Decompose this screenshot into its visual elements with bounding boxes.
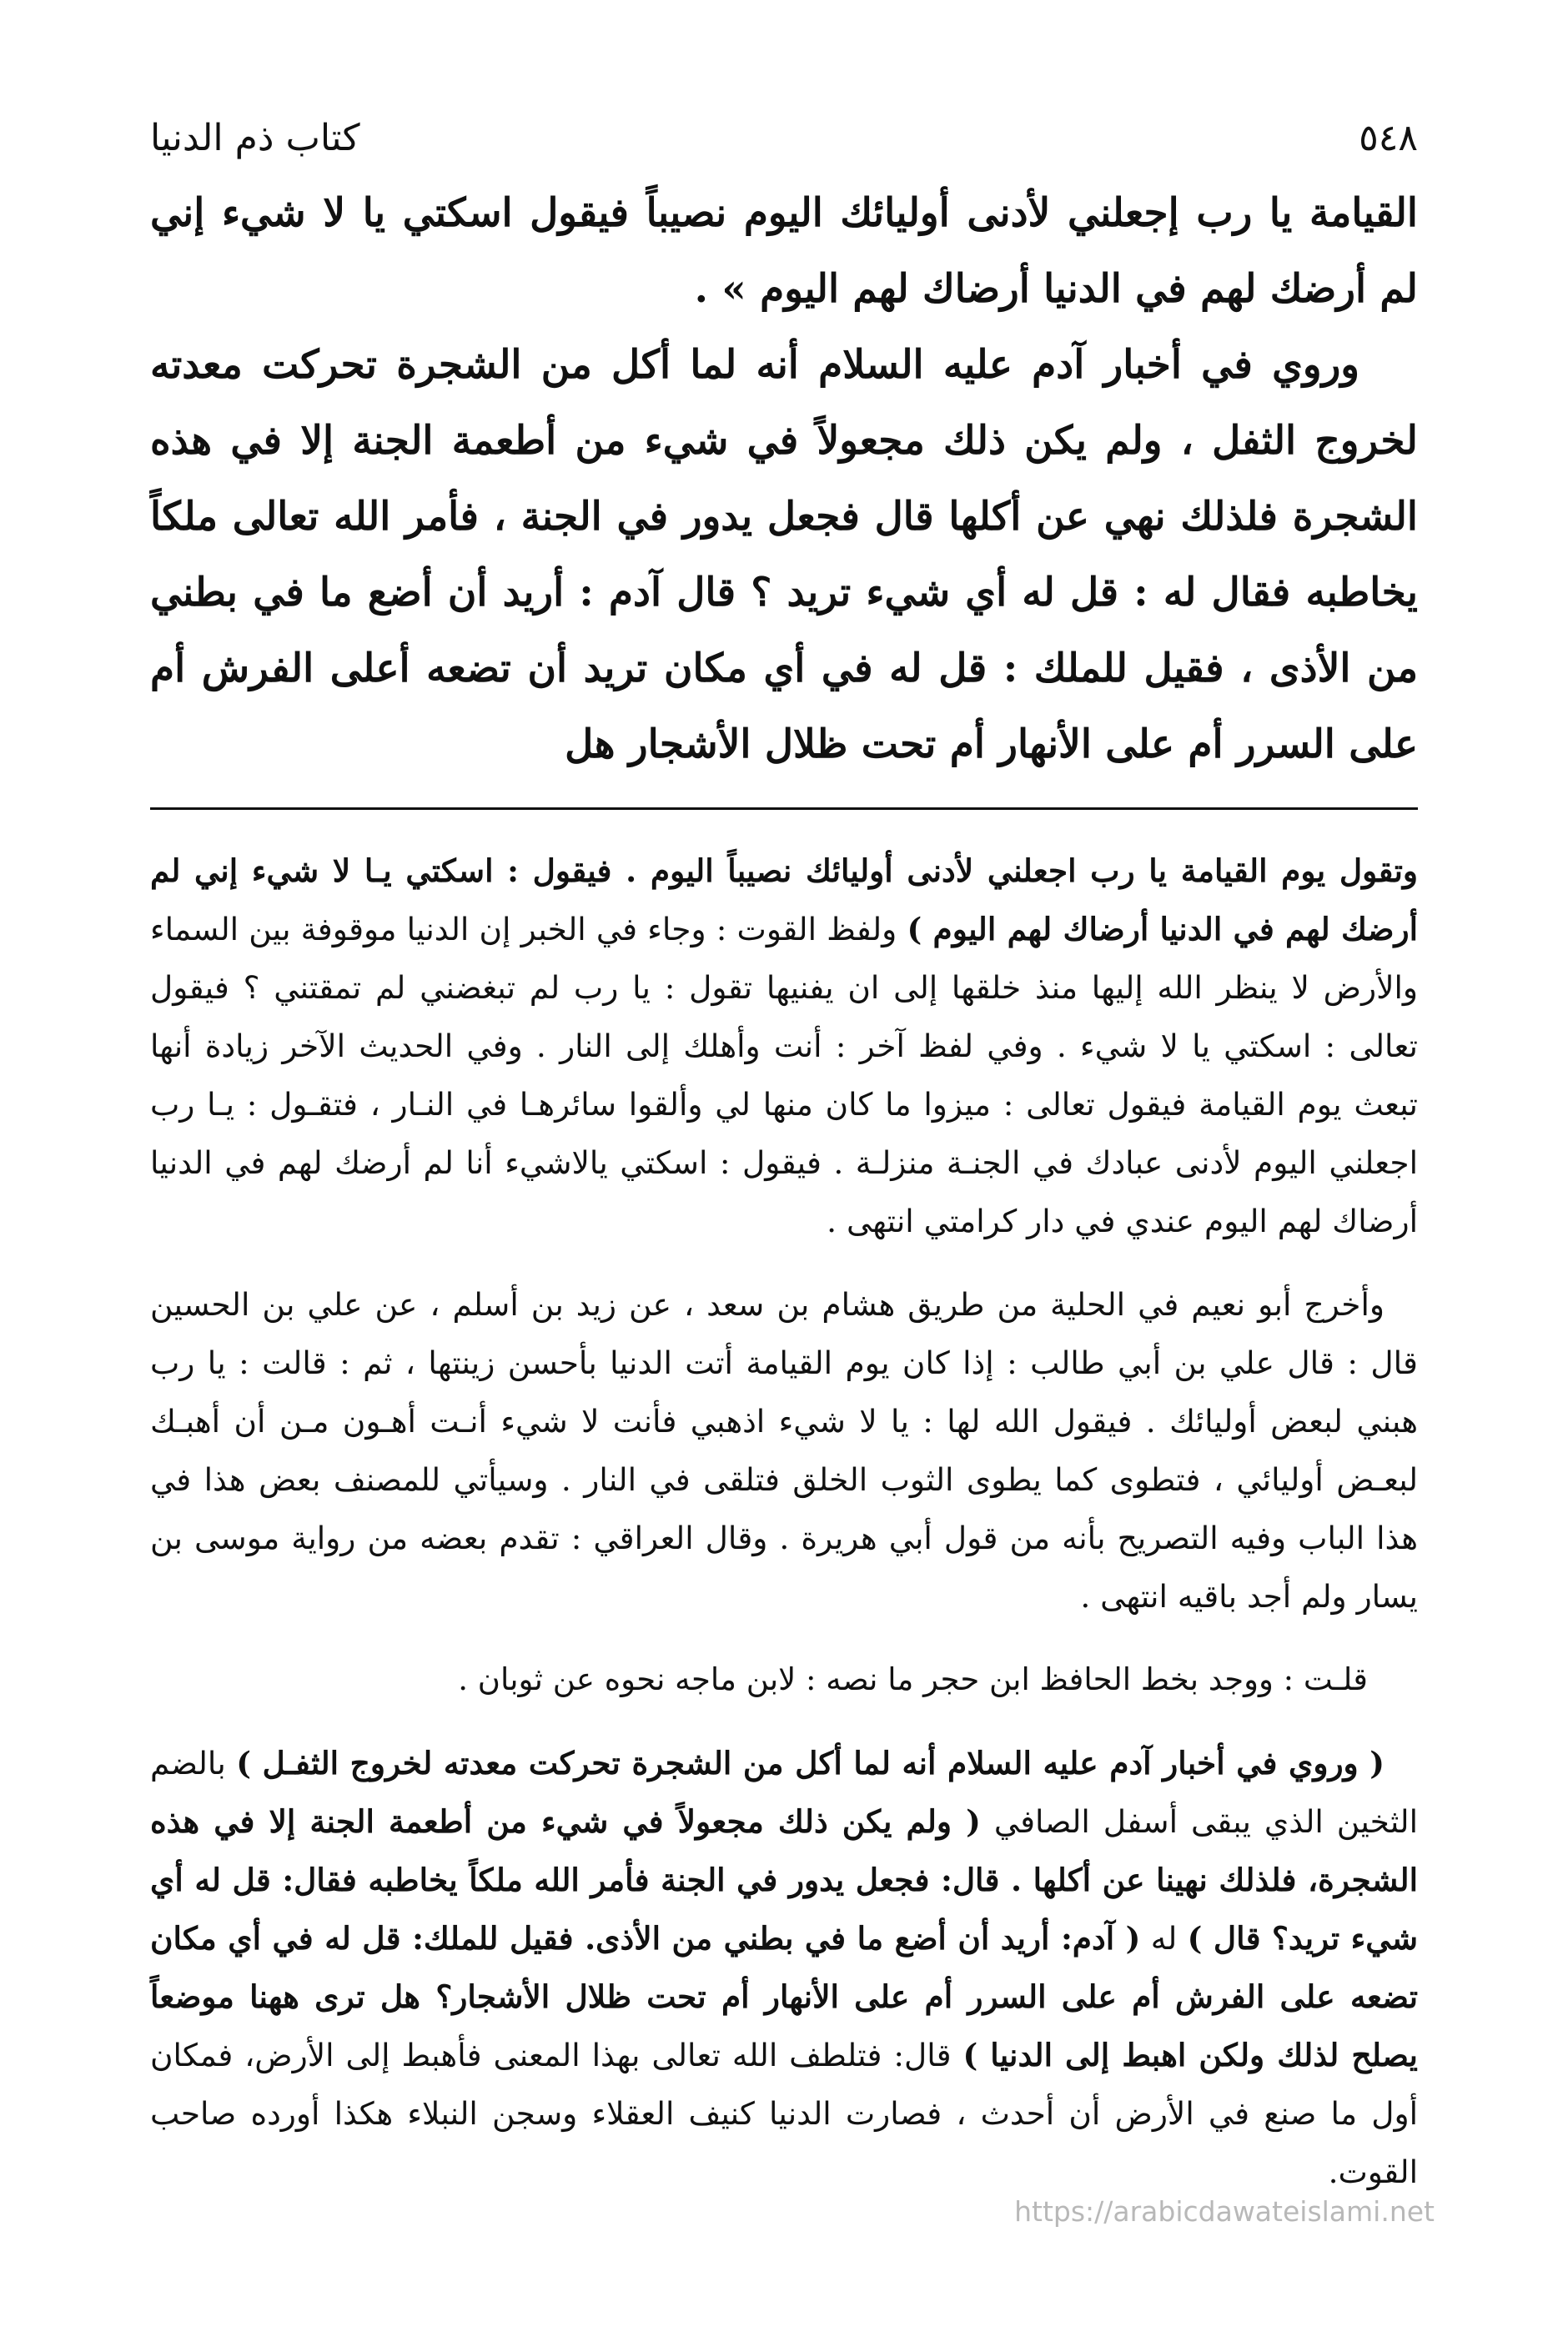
commentary-paragraph <box>150 1734 1418 2201</box>
quoted-text: وتقول يوم القيامة يا رب اجعلني لأدنى أوليائك نصيباً اليوم . فيقول : اسكتي يـا لا شيء إني لم أرضك لهم في الدنيا أرضاك لهم اليوم ) <box>150 852 1418 947</box>
quoted-text: ( آدم: أريد أن أضع ما في بطني من الأذى. فقيل للملك: قل له في أي مكان تضعه على الفرش أم على السرر أم على الأنهار أم تحت ظلال الأشجار؟ هل ترى ههنا موضعاً يصلح لذلك ولكن اهبط إلى الدنيا ) <box>150 1920 1418 2073</box>
commentary-paragraph: وأخرج أبو نعيم في الحلية من طريق هشام بن سعد ، عن زيد بن أسلم ، عن علي بن الحسين قال : قال علي بن أبي طالب : إذا كان يوم القيامة أتت الدنيا بأحسن زينتها ، ثم : قالت : يا رب هبني لبعض أوليائك . فيقول الله لها : يا لا شيء اذهبي فأنت لا شيء أنـت أهـون مـن أن أهبـك لبعـض أوليائي ، فتطوى كما يطوى الثوب الخلق فتلقى في النار . وسيأتي للمصنف بعض هذا في هذا الباب وفيه التصريح بأنه من قول أبي هريرة . وقال العراقي : تقدم بعضه من رواية موسى بن يسار ولم أجد باقيه انتهى . <box>150 1286 1418 1615</box>
page-number: ٥٤٨ <box>1359 117 1418 159</box>
book-title: كتاب ذم الدنيا <box>150 117 360 159</box>
commentary-paragraph: قلـت : ووجد بخط الحافظ ابن حجر ما نصه : لابن ماجه نحوه عن ثوبان . <box>458 1661 1368 1697</box>
footnote-divider <box>150 807 1418 810</box>
commentary-text: قال: فتلطف الله تعالى بهذا المعنى فأهبط إلى الأرض، فمكان أول ما صنع في الأرض أن أحدث ، فصارت الدنيا كنيف العقلاء وسجن النبلاء هكذا أورده صاحب القوت. <box>150 2037 1418 2190</box>
watermark-url: https://arabicdawateislami.net <box>1014 2195 1435 2228</box>
quoted-text: ( ولم يكن ذلك مجعولاً في شيء من أطعمة الجنة إلا في هذه الشجرة، فلذلك نهينا عن أكلها . قال: فجعل يدور في الجنة فأمر الله ملكاً يخاطبه فقال: قل له أي شيء تريد؟ قال ) <box>150 1803 1418 1957</box>
quoted-text: ( وروي في أخبار آدم عليه السلام أنه لما أكل من الشجرة تحركت معدته لخروج الثفـل ) <box>236 1745 1385 1782</box>
commentary <box>150 842 1418 2201</box>
commentary-text: ولفظ القوت : وجاء في الخبر إن الدنيا موقوفة بين السماء والأرض لا ينظر الله إليها منذ خلقها إلى ان يفنيها تقول : يا رب لم تبغضني لم تمقتني ؟ فيقول تعالى : اسكتي يا لا شيء . وفي لفظ آخر : أنت وأهلك إلى النار . وفي الحديث الآخر زيادة أنها تبعث يوم القيامة فيقول تعالى : ميزوا ما كان منها لي وألقوا سائرهـا في النـار ، فتقـول : يـا رب اجعلني اليوم لأدنى عبادك في الجنـة منزلـة . فيقول : اسكتي يالاشيء أنا لم أرضك لهم في الدنيا أرضاك لهم اليوم عندي في دار كرامتي انتهى . <box>150 911 1418 1239</box>
main-text <box>150 175 1418 782</box>
book-page <box>150 117 1418 2201</box>
page-header <box>150 117 1418 175</box>
commentary-paragraph <box>150 842 1418 1250</box>
main-paragraph: القيامة يا رب إجعلني لأدنى أوليائك اليوم نصيباً فيقول اسكتي يا لا شيء إني لم أرضك لهم في الدنيا أرضاك لهم اليوم » . <box>150 190 1418 312</box>
commentary-text: بالضم الثخين الذي يبقى أسفل الصافي <box>150 1745 1419 1840</box>
commentary-text: له <box>1140 1920 1188 1957</box>
main-paragraph: وروي في أخبار آدم عليه السلام أنه لما أكل من الشجرة تحركت معدته لخروج الثفل ، ولم يكن ذلك مجعولاً في شيء من أطعمة الجنة إلا في هذه الشجرة فلذلك نهي عن أكلها قال فجعل يدور في الجنة ، فأمر الله تعالى ملكاً يخاطبه فقال له : قل له أي شيء تريد ؟ قال آدم : أريد أن أضع ما في بطني من الأذى ، فقيل للملك : قل له في أي مكان تريد أن تضعه أعلى الفرش أم على السرر أم على الأنهار أم تحت ظلال الأشجار هل <box>150 342 1418 767</box>
